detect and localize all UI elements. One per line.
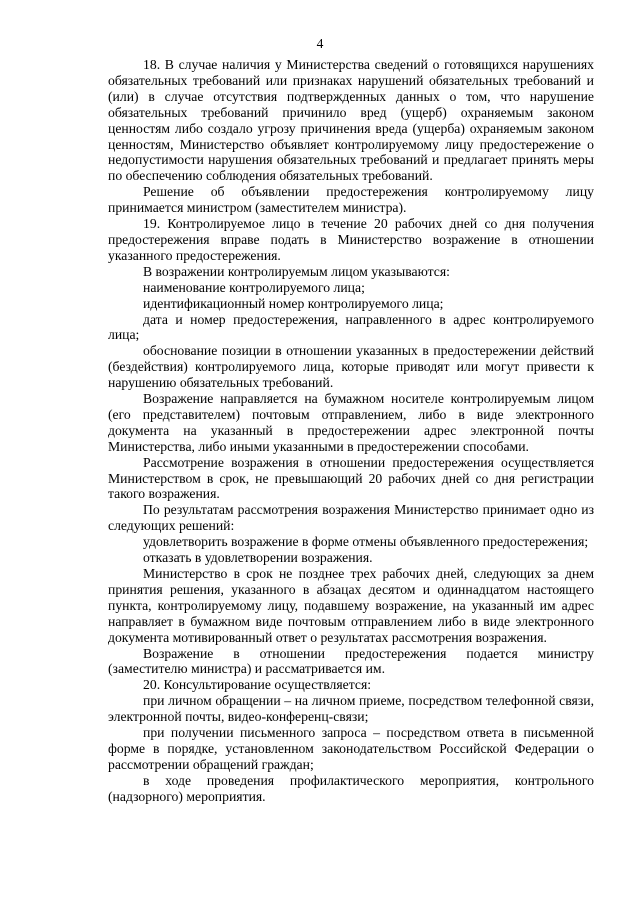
paragraph: Рассмотрение возражения в отношении предостережения осуществляется Министерством в срок, не превышающий 20 рабочих дней со дня регистрации такого возражения.: [108, 454, 594, 502]
paragraph: Возражение направляется на бумажном носителе контролируемым лицом (его представителем) почтовым отправлением, либо в виде электронного документа на указанный в предостережении адрес электронной почты Министерства, либо иными указанными в предостережении способами.: [108, 391, 594, 454]
paragraph: Министерство в срок не позднее трех рабочих дней, следующих за днем принятия решения, указанного в абзацах десятом и одиннадцатом настоящего пункта, контролируемому лицу, подавшему возражение, на указанный им адрес направляет в бумажном виде почтовым отправлением либо в виде электронного документа мотивированный ответ о результатах рассмотрения возражения.: [108, 566, 594, 645]
paragraph: наименование контролируемого лица;: [143, 279, 365, 295]
paragraph: удовлетворить возражение в форме отмены объявленного предостережения;: [143, 534, 589, 550]
paragraph: 19. Контролируемое лицо в течение 20 рабочих дней со дня получения предостережения вправе подать в Министерство возражение в отношении указанного предостережения.: [108, 216, 594, 263]
document-body: [108, 57, 594, 805]
paragraph: при получении письменного запроса – посредством ответа в письменной форме в порядке, установленном законодательством Российской Федерации о рассмотрении обращений граждан;: [108, 725, 594, 772]
paragraph: В возражении контролируемым лицом указываются:: [143, 263, 450, 279]
paragraph: обоснование позиции в отношении указанных в предостережении действий (бездействия) контролируемого лица, которые приводят или могут привести к нарушению обязательных требований.: [108, 343, 594, 391]
paragraph: Возражение в отношении предостережения подается министру (заместителю министра) и рассматривается им.: [108, 645, 594, 677]
page-number: 4: [316, 36, 324, 51]
paragraph: отказать в удовлетворении возражения.: [143, 550, 373, 566]
paragraph: идентификационный номер контролируемого лица;: [143, 295, 444, 311]
paragraph: 20. Консультирование осуществляется:: [143, 677, 372, 693]
paragraph: при личном обращении – на личном приеме, посредством телефонной связи, электронной почты, видео-конференц-связи;: [108, 693, 594, 725]
paragraph: 18. В случае наличия у Министерства сведений о готовящихся нарушениях обязательных требований или признаках нарушений обязательных требований и (или) в случае отсутствия подтвержденных данных о том, что нарушение обязательных требований причинило вред (ущерб) охраняемым законом ценностям либо создало угрозу причинения вреда (ущерба) охраняемым законом ценностям, Министерство объявляет контролируемому лицу предостережение о недопустимости нарушения обязательных требований и предлагает принять меры по обеспечению соблюдения обязательных требований.: [108, 57, 594, 184]
paragraph: дата и номер предостережения, направленного в адрес контролируемого лица;: [108, 311, 594, 343]
paragraph: По результатам рассмотрения возражения Министерство принимает одно из следующих решений:: [108, 502, 594, 534]
paragraph: Решение об объявлении предостережения контролируемому лицу принимается министром (заместителем министра).: [108, 184, 594, 216]
paragraph: в ходе проведения профилактического мероприятия, контрольного (надзорного) мероприятия.: [108, 772, 594, 804]
